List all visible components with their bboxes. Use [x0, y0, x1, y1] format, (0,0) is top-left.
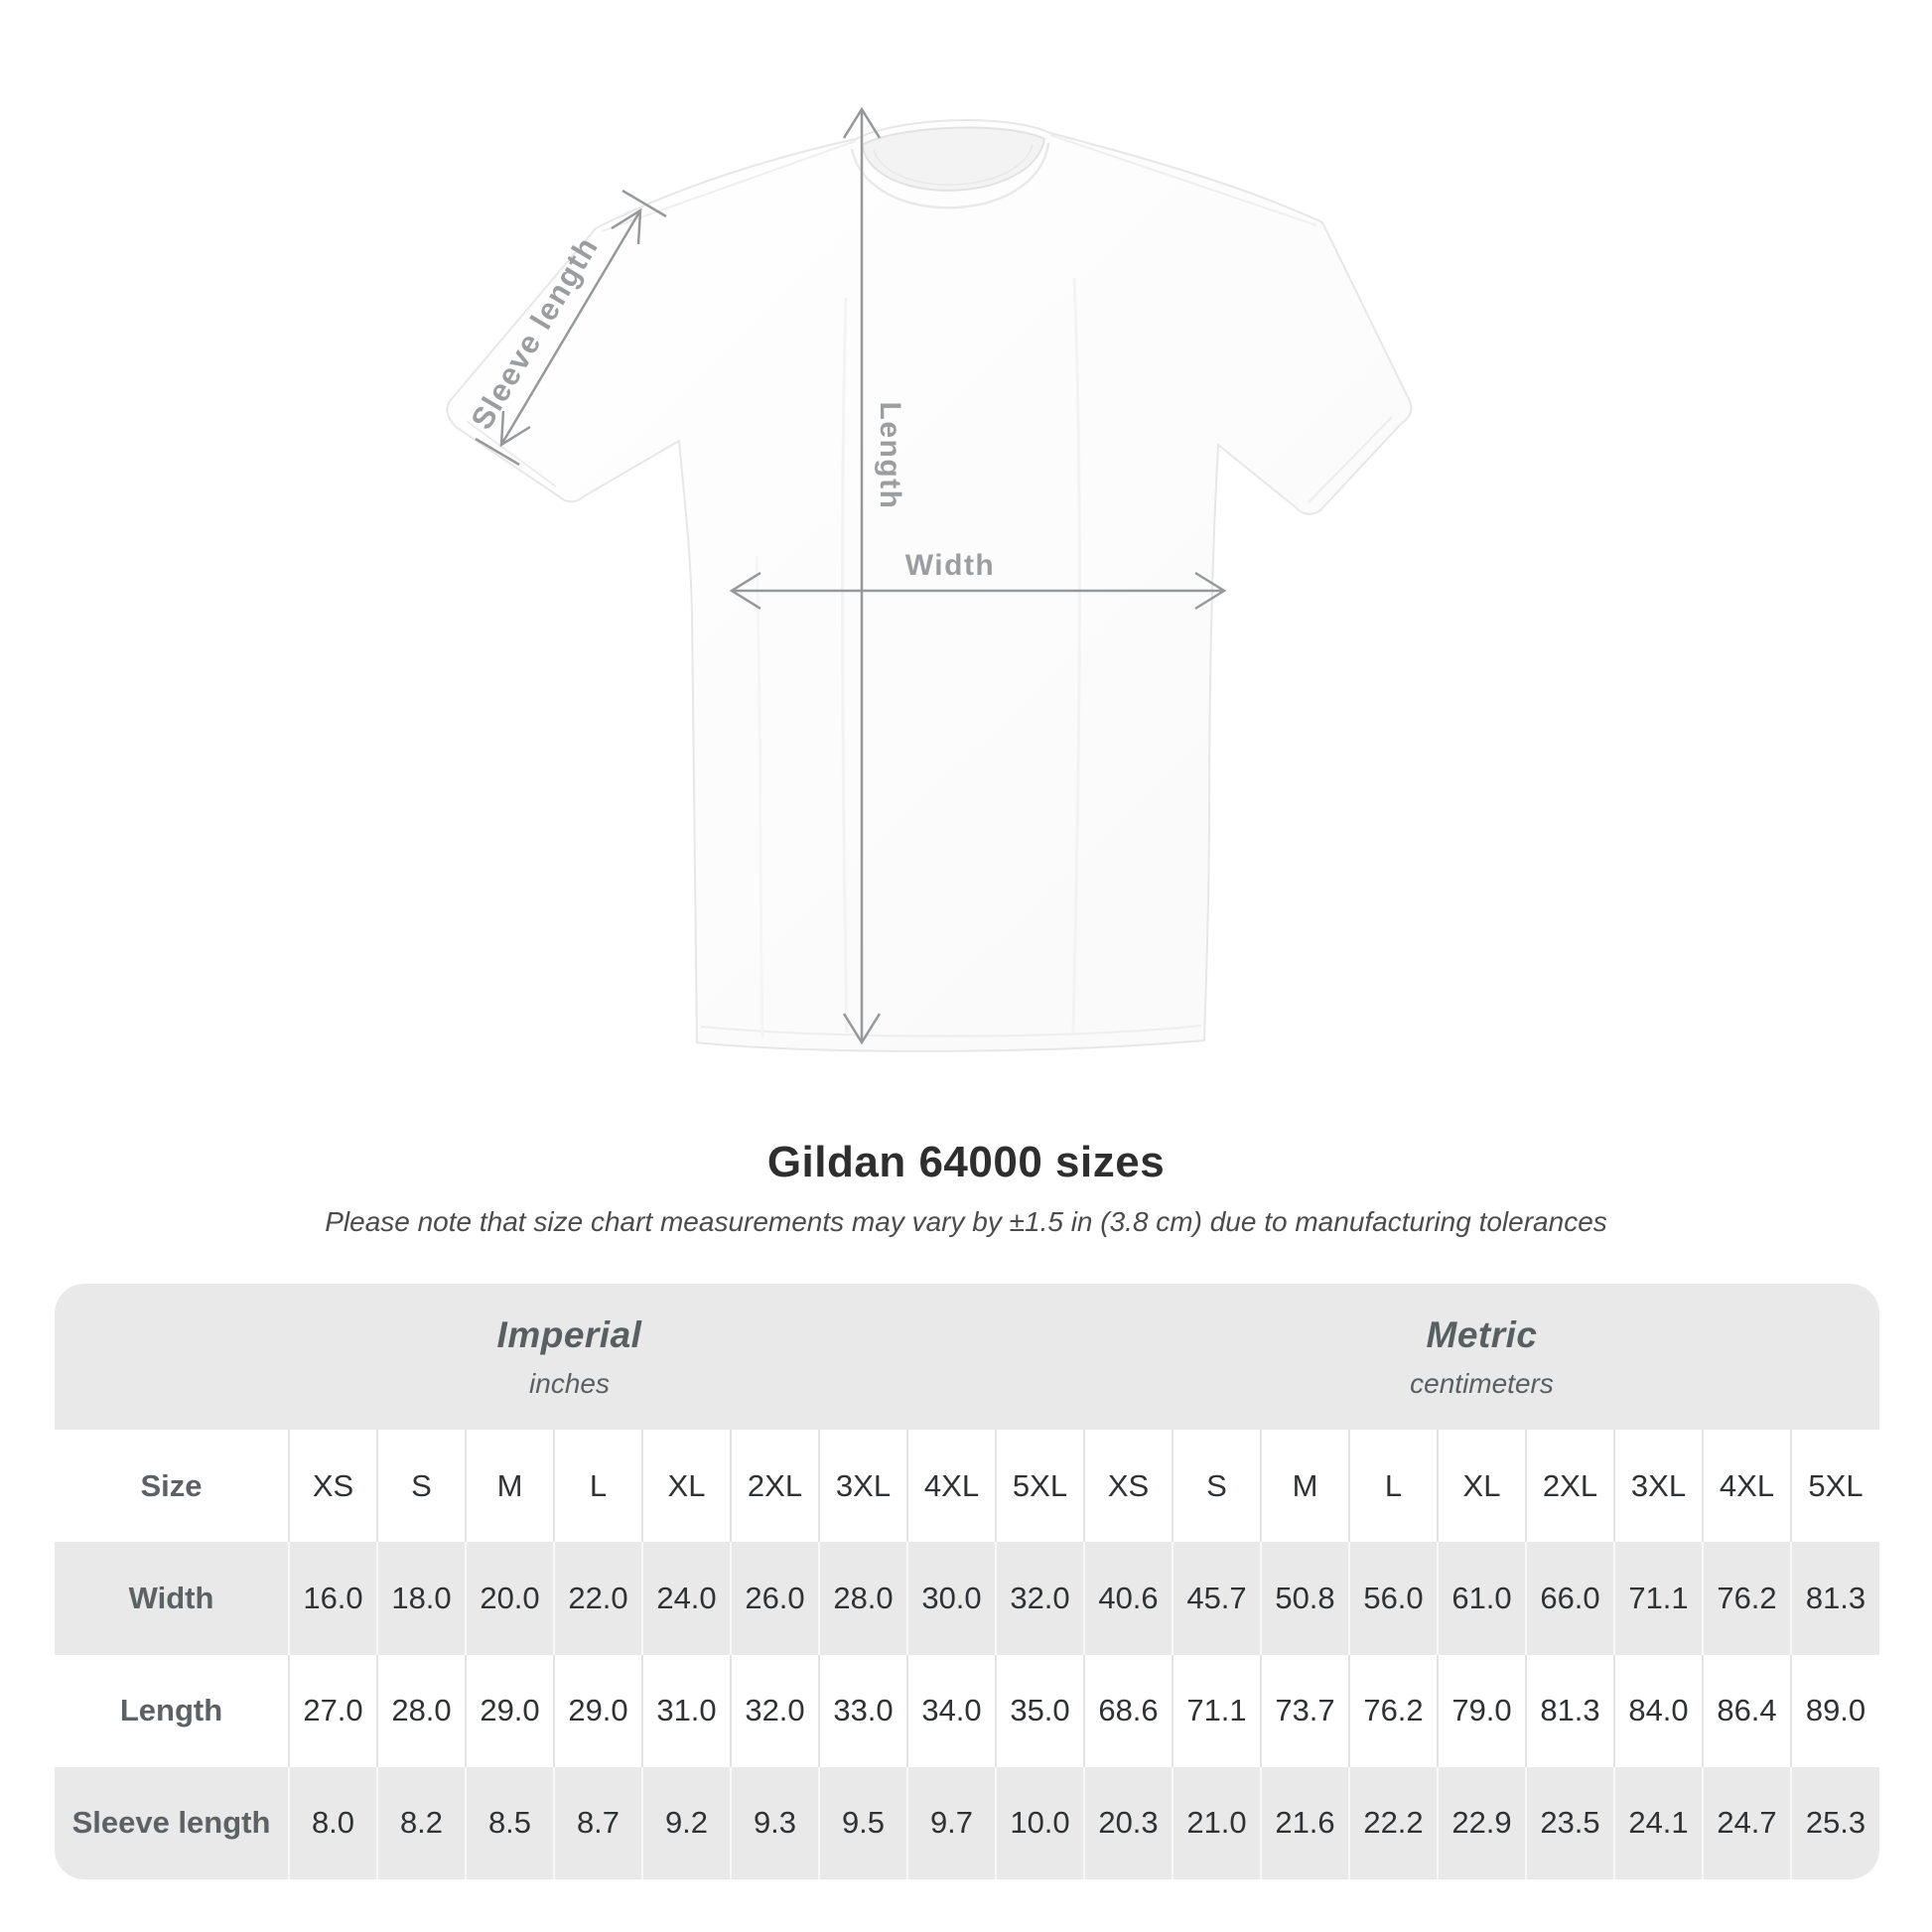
size-table-grid [55, 1284, 1879, 1879]
length-label: Length [874, 401, 906, 510]
sleeve-length-value-cell: 9.2 [642, 1767, 731, 1879]
width-value-cell: 71.1 [1614, 1542, 1703, 1654]
sleeve-length-value-cell: 8.7 [554, 1767, 642, 1879]
unit-group-imperial-label: Imperial [496, 1313, 642, 1355]
size-column-header: 2XL [731, 1430, 819, 1542]
page-title: Gildan 64000 sizes [766, 1138, 1166, 1186]
length-value-cell: 71.1 [1173, 1655, 1261, 1767]
width-value-cell: 24.0 [642, 1542, 731, 1654]
length-value-cell: 31.0 [642, 1655, 731, 1767]
size-corner-label: Size [140, 1467, 203, 1503]
width-row-label: Width [55, 1542, 289, 1654]
width-value-cell: 81.3 [1791, 1542, 1879, 1654]
width-label: Width [904, 549, 996, 582]
size-column-header: M [466, 1430, 554, 1542]
width-value-cell: 56.0 [1349, 1542, 1438, 1654]
size-column-header: L [554, 1430, 642, 1542]
sleeve-length-label: Sleeve length [464, 230, 606, 436]
size-column-header: L [1349, 1430, 1438, 1542]
length-value-cell: 32.0 [731, 1655, 819, 1767]
length-value-cell: 33.0 [819, 1655, 907, 1767]
sleeve-length-value-cell: 8.0 [289, 1767, 377, 1879]
size-column-header: 3XL [1614, 1430, 1703, 1542]
length-value-cell: 79.0 [1438, 1655, 1526, 1767]
length-value-cell: 86.4 [1703, 1655, 1791, 1767]
unit-group-metric-unit: centimeters [1410, 1367, 1554, 1399]
sleeve-length-value-cell: 25.3 [1791, 1767, 1879, 1879]
size-column-header: S [1173, 1430, 1261, 1542]
size-column-header: S [377, 1430, 466, 1542]
width-row [55, 1542, 1879, 1654]
unit-group-metric-label: Metric [1426, 1313, 1538, 1355]
length-value-cell: 84.0 [1614, 1655, 1703, 1767]
sleeve-length-value-cell: 9.3 [731, 1767, 819, 1879]
width-value-cell: 32.0 [996, 1542, 1084, 1654]
size-column-header: XS [289, 1430, 377, 1542]
sleeve-length-value-cell: 22.2 [1349, 1767, 1438, 1879]
sleeve-length-value-cell: 22.9 [1438, 1767, 1526, 1879]
unit-group-row [55, 1284, 1879, 1430]
page-subtitle: Please note that size chart measurements may vary by ±1.5 in (3.8 cm) due to manufacturing tolerances [325, 1206, 1607, 1237]
width-value-cell: 22.0 [554, 1542, 642, 1654]
width-value-cell: 16.0 [289, 1542, 377, 1654]
unit-group-imperial-unit: inches [529, 1367, 610, 1399]
sleeve-length-row-label: Sleeve length [55, 1767, 289, 1879]
width-value-cell: 61.0 [1438, 1542, 1526, 1654]
size-table [55, 1284, 1879, 1879]
size-column-header: XS [1084, 1430, 1173, 1542]
width-value-cell: 50.8 [1261, 1542, 1349, 1654]
size-column-header: 4XL [1703, 1430, 1791, 1542]
length-value-cell: 27.0 [289, 1655, 377, 1767]
width-value-cell: 45.7 [1173, 1542, 1261, 1654]
sleeve-length-value-cell: 9.5 [819, 1767, 907, 1879]
length-value-cell: 35.0 [996, 1655, 1084, 1767]
sleeve-length-value-cell: 24.7 [1703, 1767, 1791, 1879]
sleeve-length-value-cell: 10.0 [996, 1767, 1084, 1879]
sleeve-length-value-cell: 23.5 [1526, 1767, 1614, 1879]
width-value-cell: 66.0 [1526, 1542, 1614, 1654]
size-column-header: XL [642, 1430, 731, 1542]
sleeve-length-value-cell: 9.7 [907, 1767, 996, 1879]
sleeve-length-value-cell: 21.6 [1261, 1767, 1349, 1879]
size-column-header: M [1261, 1430, 1349, 1542]
length-value-cell: 29.0 [554, 1655, 642, 1767]
unit-group-imperial [55, 1284, 1084, 1430]
size-header-row [55, 1430, 1879, 1542]
width-value-cell: 26.0 [731, 1542, 819, 1654]
length-value-cell: 81.3 [1526, 1655, 1614, 1767]
sleeve-length-row [55, 1767, 1879, 1879]
length-value-cell: 28.0 [377, 1655, 466, 1767]
sleeve-length-value-cell: 20.3 [1084, 1767, 1173, 1879]
width-value-cell: 28.0 [819, 1542, 907, 1654]
sleeve-length-value-cell: 21.0 [1173, 1767, 1261, 1879]
length-value-cell: 68.6 [1084, 1655, 1173, 1767]
width-value-cell: 30.0 [907, 1542, 996, 1654]
sleeve-length-value-cell: 8.5 [466, 1767, 554, 1879]
sleeve-length-value-cell: 8.2 [377, 1767, 466, 1879]
length-value-cell: 29.0 [466, 1655, 554, 1767]
width-value-cell: 18.0 [377, 1542, 466, 1654]
size-column-header: 5XL [1791, 1430, 1879, 1542]
size-column-header: 3XL [819, 1430, 907, 1542]
length-value-cell: 76.2 [1349, 1655, 1438, 1767]
length-value-cell: 89.0 [1791, 1655, 1879, 1767]
size-column-header: 5XL [996, 1430, 1084, 1542]
length-row [55, 1655, 1879, 1767]
size-column-header: 4XL [907, 1430, 996, 1542]
size-column-header: XL [1438, 1430, 1526, 1542]
width-value-cell: 40.6 [1084, 1542, 1173, 1654]
length-row-label: Length [119, 1693, 223, 1728]
size-column-header: 2XL [1526, 1430, 1614, 1542]
length-value-cell: 73.7 [1261, 1655, 1349, 1767]
width-value-cell: 20.0 [466, 1542, 554, 1654]
unit-group-metric [1084, 1284, 1879, 1430]
sleeve-length-value-cell: 24.1 [1614, 1767, 1703, 1879]
width-value-cell: 76.2 [1703, 1542, 1791, 1654]
length-value-cell: 34.0 [907, 1655, 996, 1767]
